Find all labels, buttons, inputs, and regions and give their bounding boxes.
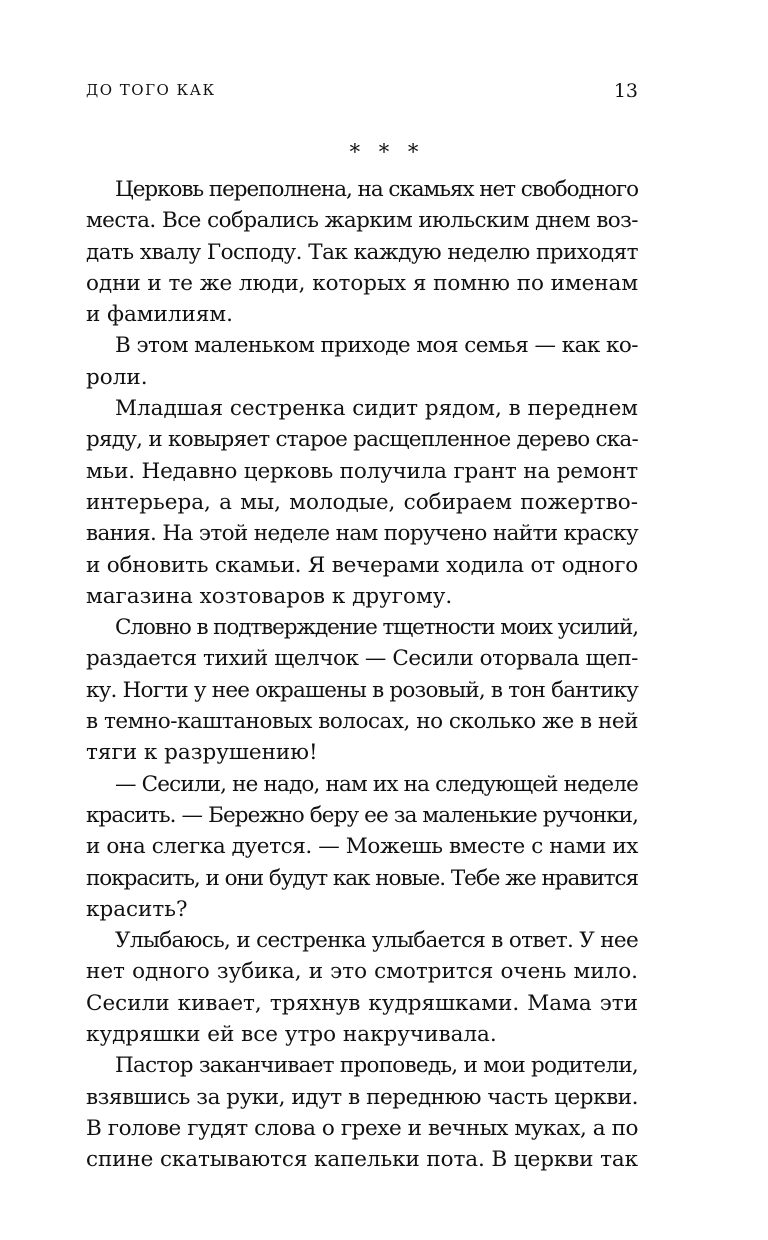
paragraph <box>86 1050 638 1175</box>
text-line: в темно-каштановых волосах, но сколько же в ней <box>86 709 638 735</box>
section-separator: * * * <box>349 140 425 164</box>
text-line: роли. <box>86 364 148 390</box>
paragraph <box>86 612 638 768</box>
text-line: покрасить, и они будут как новые. Тебе же нравится <box>86 865 638 891</box>
text-line: Сесили кивает, тряхнув кудряшками. Мама эти <box>86 990 638 1016</box>
text-line: одни и те же люди, которых я помню по именам <box>86 270 638 296</box>
text-line: Младшая сестренка сидит рядом, в переднем <box>115 396 638 422</box>
text-line: магазина хозтоваров к другому. <box>86 583 453 609</box>
text-line: и обновить скамьи. Я вечерами ходила от одного <box>86 552 638 578</box>
text-line: ряду, и ковыряет старое расщепленное дерево ска- <box>86 427 638 453</box>
text-line: ку. Ногти у нее окрашены в розовый, в тон бантику <box>86 677 638 703</box>
text-line: Церковь переполнена, на скамьях нет свободного <box>115 177 638 202</box>
text-line: вания. На этой неделе нам поручено найти краску <box>86 521 638 547</box>
text-line: красить. — Бережно беру ее за маленькие ручонки, <box>86 802 639 828</box>
text-line: взявшись за руки, идут в переднюю часть церкви. <box>86 1084 638 1110</box>
running-head: ДО ТОГО КАК <box>86 81 216 99</box>
page-number: 13 <box>613 80 638 102</box>
text-line: Улыбаюсь, и сестренка улыбается в ответ. У нее <box>115 928 638 954</box>
text-line: Словно в подтверждение тщетности моих усилий, <box>115 615 638 641</box>
text-line: нет одного зубика, и это смотрится очень мило. <box>86 959 638 985</box>
text-line: В голове гудят слова о грехе и вечных муках, а по <box>86 1115 638 1141</box>
text-line: места. Все собрались жарким июльским днем воз- <box>86 208 638 234</box>
body-text <box>86 174 638 1176</box>
text-line: и она слегка дуется. — Можешь вместе с нами их <box>86 834 638 860</box>
paragraph <box>86 925 638 1050</box>
text-line: и фамилиям. <box>86 302 233 328</box>
text-line: тяги к разрушению! <box>86 740 318 766</box>
text-line: В этом маленьком приходе моя семья — как ко- <box>115 333 638 359</box>
text-line: дать хвалу Господу. Так каждую неделю приходят <box>86 239 638 265</box>
text-line: — Сесили, не надо, нам их на следующей неделе <box>115 771 638 797</box>
text-line: мьи. Недавно церковь получила грант на ремонт <box>86 458 638 484</box>
paragraph <box>86 769 638 925</box>
text-line: Пастор заканчивает проповедь, и мои родители, <box>115 1053 638 1079</box>
paragraph <box>86 393 638 612</box>
paragraph <box>86 174 638 330</box>
text-line: спине скатываются капельки пота. В церкви так <box>86 1147 638 1173</box>
text-line: кудряшки ей все утро накручивала. <box>86 1022 497 1048</box>
text-line: красить? <box>86 896 188 922</box>
text-line: раздается тихий щелчок — Сесили оторвала щеп- <box>86 646 638 672</box>
text-line: интерьера, а мы, молодые, собираем пожертво- <box>86 489 638 515</box>
paragraph <box>86 330 638 393</box>
